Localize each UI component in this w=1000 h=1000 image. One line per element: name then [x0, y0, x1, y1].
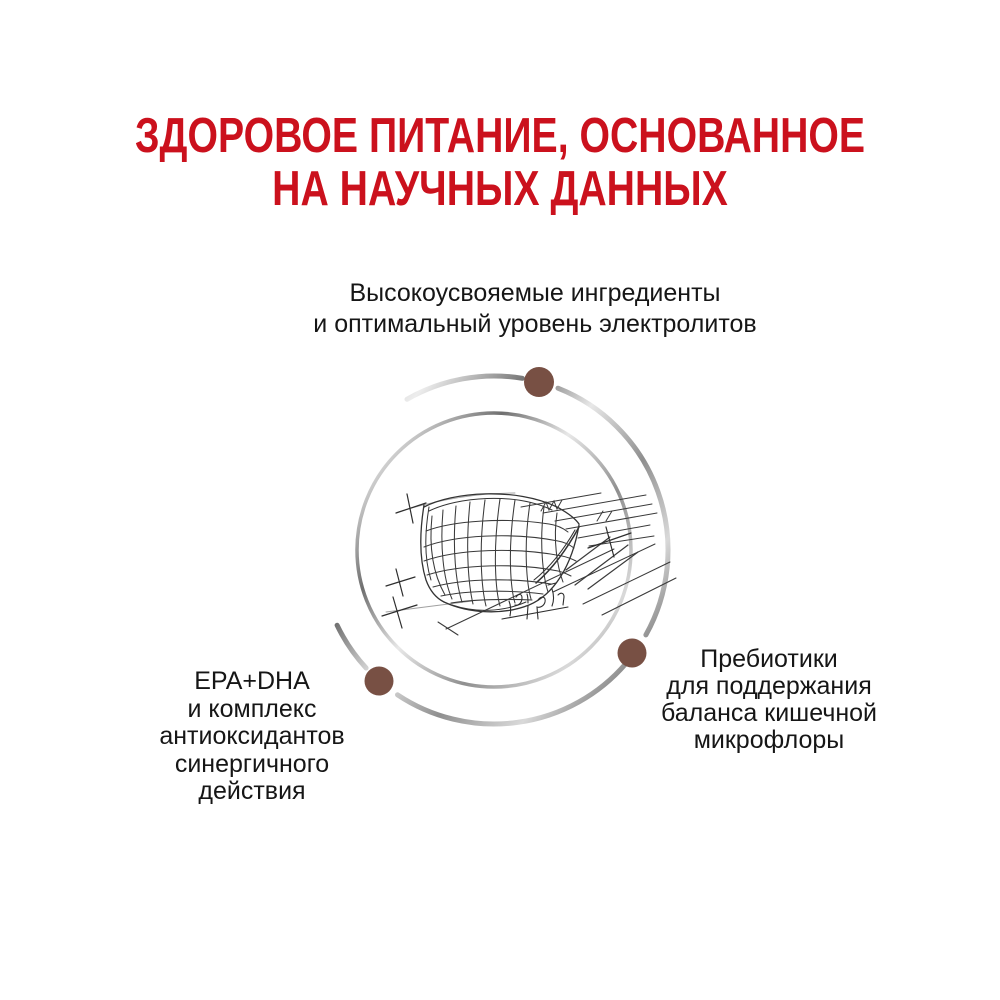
marker-dot-top [524, 367, 554, 397]
benefit-label-line: баланса кишечной [660, 699, 878, 727]
benefit-label-line: EPA+DHA [194, 667, 310, 695]
benefit-label-line: Высокоусвояемые ингредиенты [349, 279, 721, 307]
benefit-label-line: антиоксидантов [159, 722, 345, 750]
benefit-label-line: синергичного [174, 749, 330, 778]
benefit-label-line: и оптимальный уровень электролитов [313, 310, 757, 338]
outer-ring-arc-right [558, 388, 668, 635]
benefit-label-line: действия [198, 777, 306, 805]
outer-ring-arc-top-left [407, 376, 522, 399]
page-title-line-2: НА НАУЧНЫХ ДАННЫХ [272, 162, 728, 216]
outer-ring-arc-left [337, 625, 366, 668]
benefit-label-electrolytes [285, 278, 785, 340]
benefit-label-line: Пребиотики [700, 645, 838, 673]
benefit-label-epa-dha [102, 668, 402, 806]
page-title-line-1: ЗДОРОВОЕ ПИТАНИЕ, ОСНОВАННОЕ [134, 109, 866, 163]
benefit-label-line: микрофлоры [693, 726, 845, 754]
benefit-label-line: и комплекс [187, 694, 317, 723]
benefit-label-prebiotics [619, 646, 919, 754]
benefit-label-line: для поддержания [666, 672, 872, 700]
